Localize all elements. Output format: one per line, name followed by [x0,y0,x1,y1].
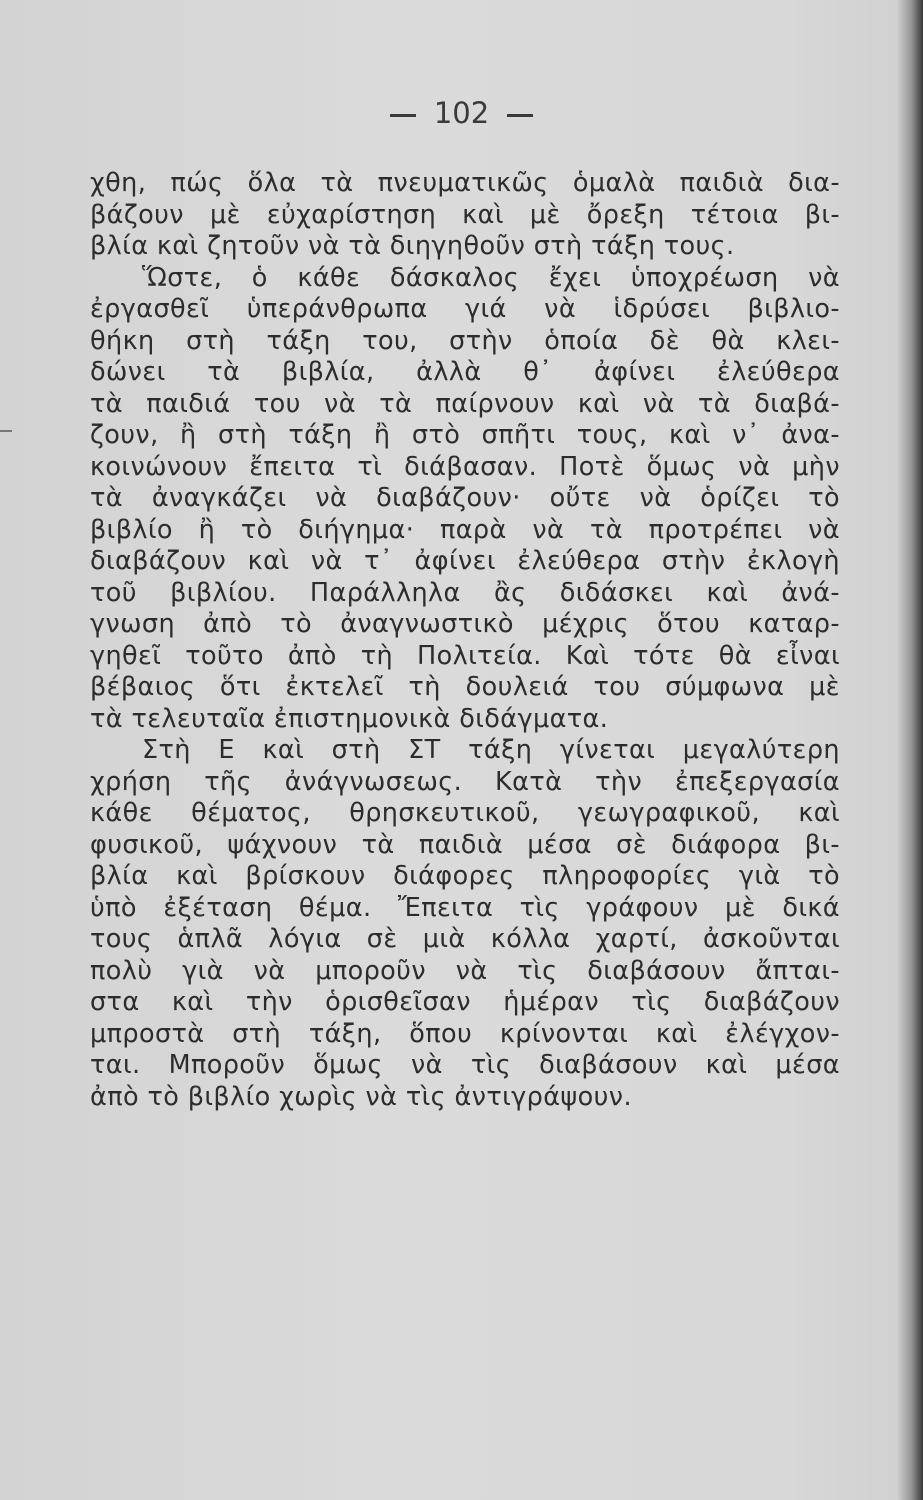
text-line: βιβλίο ἢ τὸ διήγημα· παρὰ νὰ τὰ προτρέπει νὰ [90,514,840,545]
text-line: ὑπὸ ἐξέταση θέμα. Ἔπειτα τὶς γράφουν μὲ δικά [90,892,840,923]
text-line: τὰ παιδιά του νὰ τὰ παίρνουν καὶ νὰ τὰ διαβά- [90,388,840,419]
text-line: τὰ τελευταῖα ἐπιστημονικὰ διδάγματα. [90,703,609,734]
text-line: κοινώνουν ἔπειτα τὶ διάβασαν. Ποτὲ ὅμως νὰ μὴν [90,451,840,482]
text-line: ται. Μποροῦν ὅμως νὰ τὶς διαβάσουν καὶ μέσα [90,1050,840,1080]
paragraph-start-line: Ὥστε, ὁ κάθε δάσκαλος ἔχει ὑποχρέωση νὰ [142,262,840,293]
text-line: θήκη στὴ τάξη του, στὴν ὁποία δὲ θὰ κλει- [90,325,840,356]
page-number-header [0,96,923,130]
text-line: βλία καὶ ζητοῦν νὰ τὰ διηγηθοῦν στὴ τάξη τους. [90,231,735,261]
text-line: κάθε θέματος, θρησκευτικοῦ, γεωγραφικοῦ, καὶ [90,798,840,828]
text-line: γηθεῖ τοῦτο ἀπὸ τὴ Πολιτεία. Καὶ τότε θὰ εἶναι [90,640,840,671]
text-line: μπροστὰ στὴ τάξη, ὅπου κρίνονται καὶ ἐλέγχον- [90,1018,840,1049]
text-line: ζουν, ἢ στὴ τάξη ἢ στὸ σπῆτι τους, καὶ ν᾽ ἀνα- [90,420,840,450]
text-line: βέβαιος ὅτι ἐκτελεῖ τὴ δουλειά του σύμφωνα μὲ [90,672,840,702]
text-line: ἀπὸ τὸ βιβλίο χωρὶς νὰ τὶς ἀντιγράψουν. [90,1081,632,1112]
text-line: βλία καὶ βρίσκουν διάφορες πληροφορίες γιὰ τὸ [90,861,840,891]
text-line: φυσικοῦ, ψάχνουν τὰ παιδιὰ μέσα σὲ διάφορα βι- [90,829,840,860]
text-line: πολὺ γιὰ νὰ μποροῦν νὰ τὶς διαβάσουν ἄπται- [90,955,840,986]
spine-shadow [897,0,923,1500]
text-line: χρήση τῆς ἀνάγνωσεως. Κατὰ τὴν ἐπεξεργασία [90,766,840,797]
text-line: διαβάζουν καὶ νὰ τ᾽ ἀφίνει ἐλεύθερα στὴν ἐκλογὴ [90,546,840,576]
paragraph-start-line: Στὴ Ε καὶ στὴ ΣΤ τάξη γίνεται μεγαλύτερη [142,735,840,765]
text-line: τους ἁπλᾶ λόγια σὲ μιὰ κόλλα χαρτί, ἀσκοῦνται [90,924,840,954]
text-line: γνωση ἀπὸ τὸ ἀναγνωστικὸ μέχρις ὅτου καταρ- [90,609,840,639]
text-line: τὰ ἀναγκάζει νὰ διαβάζουν· οὔτε νὰ ὁρίζει τὸ [90,483,840,513]
text-line: στα καὶ τὴν ὁρισθεῖσαν ἡμέραν τὶς διαβάζουν [90,987,840,1017]
text-line: βάζουν μὲ εὐχαρίστηση καὶ μὲ ὄρεξη τέτοια βι- [90,199,840,230]
page-number: 102 [433,96,490,130]
body-text [90,168,840,1113]
margin-mark [0,430,12,432]
text-line: δώνει τὰ βιβλία, ἀλλὰ θ᾽ ἀφίνει ἐλεύθερα [90,357,840,387]
right-dash [507,114,533,117]
text-line: χθη, πώς ὅλα τὰ πνευματικῶς ὁμαλὰ παιδιὰ δια- [90,168,840,198]
text-line: ἐργασθεῖ ὑπεράνθρωπα γιά νὰ ἱδρύσει βιβλιο- [90,294,840,324]
left-dash [390,114,416,117]
text-line: τοῦ βιβλίου. Παράλληλα ἂς διδάσκει καὶ ἀνά- [90,577,840,608]
